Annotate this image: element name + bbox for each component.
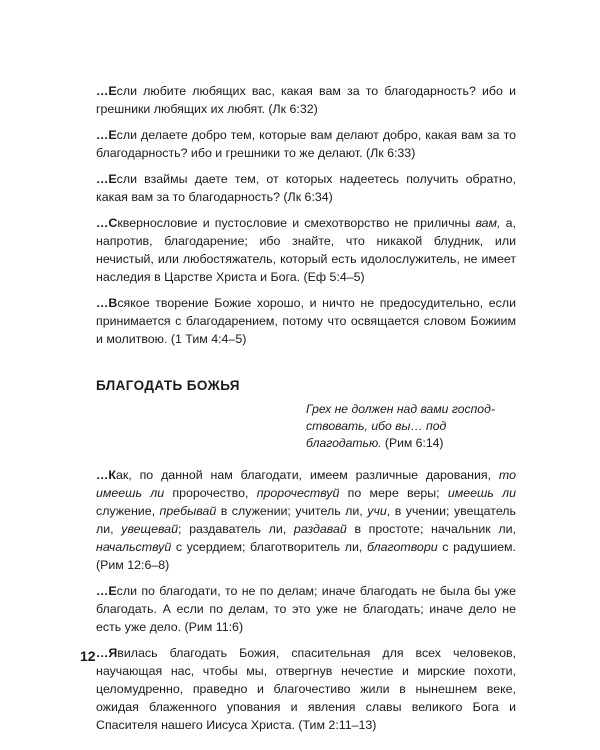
verse-text: ак, по данной нам благодати, имеем различные дарования, xyxy=(115,468,499,482)
verse-lead: …Е xyxy=(96,128,117,142)
verse xyxy=(96,170,516,206)
epigraph xyxy=(306,401,516,452)
verse-italic: то имеешь ли xyxy=(96,468,516,500)
verse-text: служение, xyxy=(96,504,160,518)
verse-text: по мере веры; xyxy=(339,486,448,500)
section-heading: БЛАГОДАТЬ БОЖЬЯ xyxy=(96,378,240,393)
verse xyxy=(96,214,516,286)
verse-lead: …Е xyxy=(96,172,117,186)
verse-lead: …Е xyxy=(96,584,117,598)
verse-text: , в учении; увещатель ли, xyxy=(96,504,516,536)
verse-lead: …В xyxy=(96,296,118,310)
page-content xyxy=(96,82,516,742)
verse-italic: пророчествуй xyxy=(256,486,340,500)
verse-lead: …С xyxy=(96,216,118,230)
verse-italic: учи xyxy=(367,504,387,518)
verse-text: ; раздаватель ли, xyxy=(177,522,294,536)
verse-text: сли взаймы даете тем, от которых надеетесь получить обратно, какая вам за то благодарность? (Лк 6:34) xyxy=(96,172,516,204)
verse-italic: начальствуй xyxy=(96,540,172,554)
page-number: 12 xyxy=(80,648,96,664)
verse-text: в служении; учитель ли, xyxy=(216,504,368,518)
verse-italic: благотвори xyxy=(366,540,438,554)
verse xyxy=(96,582,516,636)
epigraph-ref: (Рим 6:14) xyxy=(384,436,444,450)
epigraph-text: Грех не должен над вами господствовать, ибо вы… под благодатью. xyxy=(306,402,495,450)
verse-text: сли делаете добро тем, которые вам делают добро, какая вам за то благодарность? ибо и грешники то же делают. (Лк 6:33) xyxy=(96,128,516,160)
verse-text: пророчество, xyxy=(164,486,257,500)
verse-text: в простоте; начальник ли, xyxy=(346,522,516,536)
verse-italic: пребывай xyxy=(159,504,217,518)
verse-text: сли любите любящих вас, какая вам за то благодарность? ибо и грешники любящих их любят. (Лк 6:32) xyxy=(96,84,516,116)
verse xyxy=(96,82,516,118)
verse-text: сли по благодати, то не по делам; иначе благодать не была бы уже благодать. А если по делам, то это уже не благодать; иначе дело не есть уже дело. (Рим 11:6) xyxy=(96,584,516,634)
verse-lead: …К xyxy=(96,468,116,482)
verse xyxy=(96,126,516,162)
verse-text: а, напротив, благодарение; ибо знайте, что никакой блудник, или нечистый, или любостяжатель, который есть идолослужитель, не имеет наследия в Царстве Христа и Бога. (Еф 5:4–5) xyxy=(96,216,516,284)
verse-italic: увещевай xyxy=(121,522,178,536)
verse-italic: имеешь ли xyxy=(447,486,516,500)
verse-text: с радушием. (Рим 12:6–8) xyxy=(96,540,516,572)
verse-text: квернословие и пустословие и смехотворство не приличны xyxy=(117,216,476,230)
verse xyxy=(96,466,516,574)
verse-text: сякое творение Божие хорошо, и ничто не предосудительно, если принимается с благодарением, потому что освящается словом Божиим и молитвою. (1 Тим 4:4–5) xyxy=(96,296,516,346)
verse-text: с усердием; благотворитель ли, xyxy=(171,540,367,554)
verse xyxy=(96,294,516,348)
verse-lead: …Е xyxy=(96,84,117,98)
verse xyxy=(96,644,516,734)
verse-italic: раздавай xyxy=(293,522,347,536)
verse-text: вилась благодать Божия, спасительная для всех человеков, научающая нас, чтобы мы, отвергнув нечестие и мирские похоти, целомудренно, праведно и благочестиво жили в нынешнем веке, ожидая блаженного упования и явления славы великого Бога и Спасителя нашего Иисуса Христа. (Тим 2:11–13) xyxy=(96,646,516,732)
verse-lead: …Я xyxy=(96,646,118,660)
verse-italic: вам, xyxy=(475,216,501,230)
